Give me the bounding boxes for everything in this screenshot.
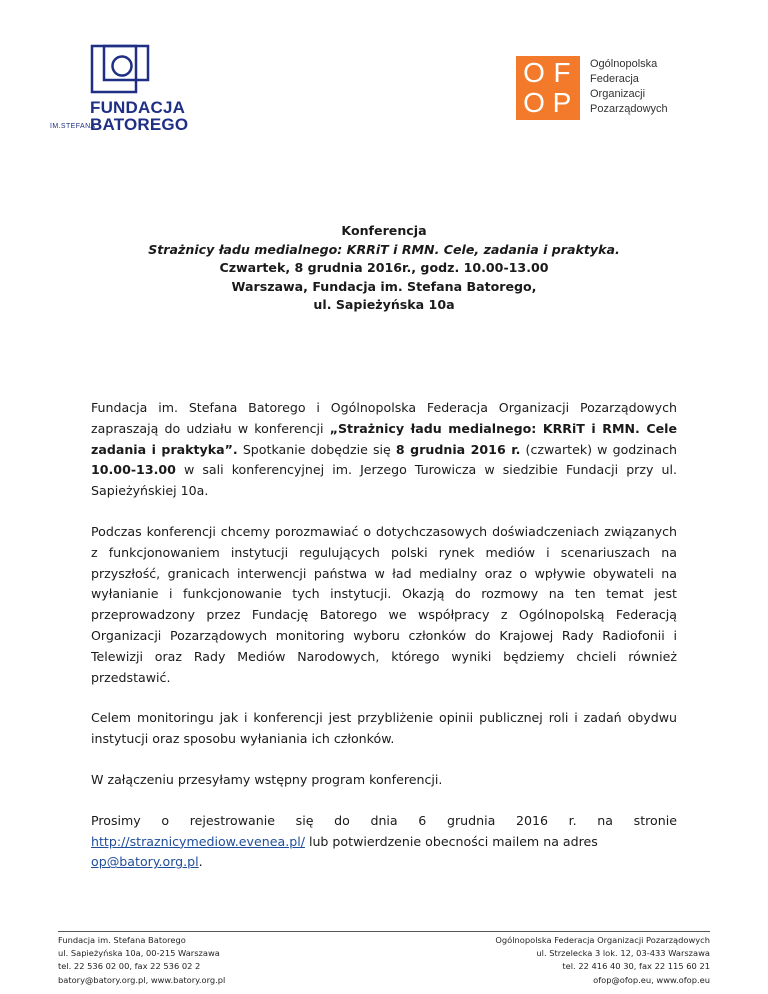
ofop-word: Ogólnopolska — [590, 58, 658, 70]
ofop-word: Federacja — [590, 73, 639, 85]
footer-batory-address — [58, 934, 225, 987]
batory-logo-line1: FUNDACJA — [90, 98, 186, 117]
body-paragraph-2: Podczas konferencji chcemy porozmawiać o dotychczasowych doświadczeniach związanych z funkcjonowaniem instytucji regulujących polski rynek mediów i scenariuszach na przyszłość, granicach interwencji państwa w ład medialny oraz o wpływie obywateli na wyłanianie i funkcjonowanie tych instytucji. Okazją do rozmowy na ten temat jest przeprowadzony przez Fundację Batorego we współpracy z Ogólnopolską Federacją Organizacji Pozarządowych monitoring wyboru członków do Krajowej Rady Radiofonii i Telewizji oraz Rady Mediów Narodowych, którego wyniki będziemy chcieli również przedstawić. — [91, 523, 677, 685]
ofop-logo — [516, 56, 716, 120]
title-line-1: Konferencja — [341, 223, 427, 238]
batory-emblem-icon — [90, 44, 150, 94]
p1-bold-2: 8 grudnia 2016 r. — [395, 441, 521, 457]
ofop-letter: P — [552, 87, 572, 118]
body-paragraph-5 — [91, 811, 677, 873]
footer-right-line: Ogólnopolska Federacja Organizacji Pozarządowych — [495, 935, 710, 945]
p1-text-3: (czwartek) w godzinach — [520, 441, 678, 457]
footer-right-line: ul. Strzelecka 3 lok. 12, 03-433 Warszawa — [536, 948, 710, 959]
ofop-logo-words — [590, 57, 668, 117]
footer-divider — [58, 931, 710, 932]
p1-bold-3: 10.00-13.00 — [91, 462, 176, 478]
p5-text-1: Prosimy o rejestrowanie się do dnia 6 grudnia 2016 r. na stronie — [91, 812, 677, 828]
batory-logo — [50, 44, 189, 134]
p5-text-2: lub potwierdzenie obecności mailem na adres — [304, 833, 598, 849]
ofop-word: Organizacji — [590, 88, 646, 100]
ofop-logo-box — [516, 56, 580, 120]
footer-left-line: tel. 22 536 02 00, fax 22 536 02 2 — [58, 961, 201, 972]
p1-bold-1: „Strażnicy ładu medialnego: KRRiT i RMN. Cele zadania i praktyka”. — [91, 420, 677, 457]
title-line-3: Czwartek, 8 grudnia 2016r., godz. 10.00-13.00 — [219, 260, 549, 275]
footer-left-line: batory@batory.org.pl, www.batory.org.pl — [58, 974, 226, 985]
title-line-2: Strażnicy ładu medialnego: KRRiT i RMN. Cele, zadania i praktyka. — [148, 241, 620, 257]
p1-text-4: w sali konferencyjnej im. Jerzego Turowicza w siedzibie Fundacji przy ul. Sapieżyńskiej 10a. — [91, 462, 677, 499]
batory-logo-line2: BATOREGO — [90, 115, 189, 134]
letter-body — [91, 398, 677, 873]
p1-text-2: Spotkanie dobędzie się — [237, 441, 396, 457]
ofop-word: Pozarządowych — [590, 103, 668, 115]
footer-left-line: Fundacja im. Stefana Batorego — [58, 935, 186, 945]
title-line-5: ul. Sapieżyńska 10a — [313, 297, 455, 312]
footer-right-line: ofop@ofop.eu, www.ofop.eu — [593, 974, 710, 985]
title-line-4: Warszawa, Fundacja im. Stefana Batorego, — [231, 278, 537, 294]
footer-right-line: tel. 22 416 40 30, fax 22 115 60 21 — [562, 961, 710, 972]
ofop-letter: O — [523, 87, 545, 118]
ofop-letter: F — [553, 57, 571, 88]
p5-text-3: . — [198, 854, 203, 870]
batory-logo-prefix: IM.STEFANA — [50, 123, 96, 130]
body-paragraph-1 — [91, 398, 677, 502]
footer-ofop-address — [495, 934, 710, 987]
body-paragraph-4: W załączeniu przesyłamy wstępny program konferencji. — [91, 771, 443, 787]
p1-text-1: Fundacja im. Stefana Batorego i Ogólnopolska Federacja Organizacji Pozarządowych zapraszają do udziału w konferencji — [91, 400, 677, 436]
email-link[interactable]: op@batory.org.pl — [91, 854, 199, 870]
registration-link[interactable]: http://straznicymediow.evenea.pl/ — [91, 833, 305, 849]
conference-title-block — [90, 222, 678, 315]
body-paragraph-3: Celem monitoringu jak i konferencji jest przybliżenie opinii publicznej roli i zadań obydwu instytucji oraz sposobu wyłaniania ich członków. — [91, 710, 677, 747]
footer-left-line: ul. Sapieżyńska 10a, 00-215 Warszawa — [58, 948, 220, 959]
ofop-letter: O — [523, 57, 545, 88]
